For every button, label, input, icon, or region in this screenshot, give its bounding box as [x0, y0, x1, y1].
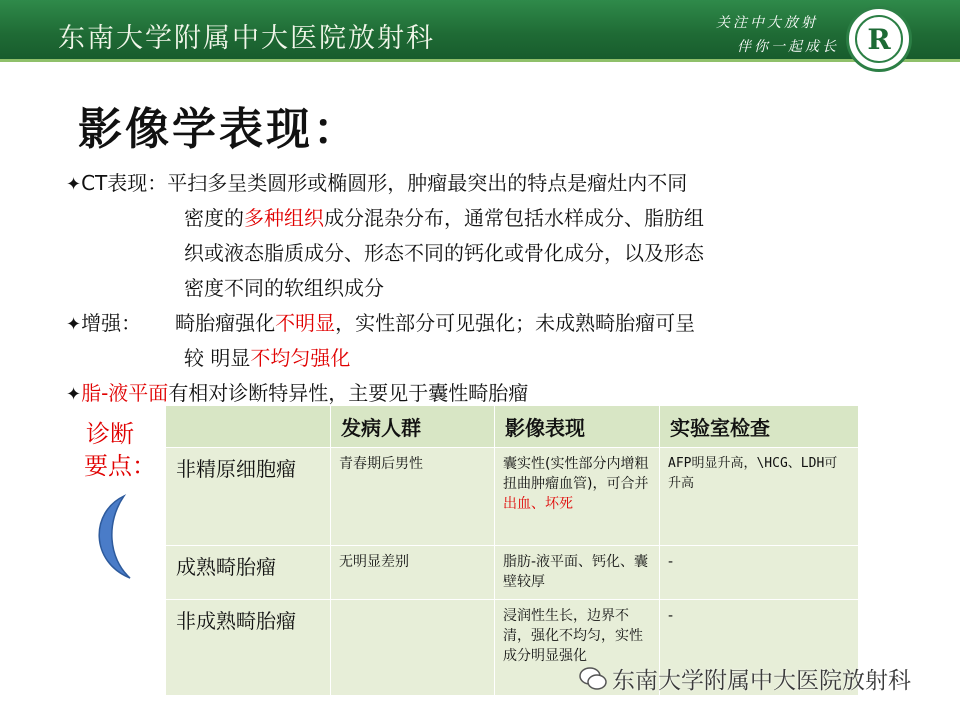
header-cell-blank: [166, 406, 331, 448]
hospital-radiology-logo-icon: R: [846, 6, 912, 72]
enhance-text-2a: 较 明显: [184, 346, 251, 370]
header-cell-imaging: 影像表现: [495, 406, 660, 448]
header-stripe: [0, 59, 960, 62]
ct-text-2a: 密度的: [184, 206, 244, 230]
diagnosis-table: [165, 405, 859, 696]
wechat-icon: [578, 664, 608, 694]
lab-cell: -: [660, 546, 859, 600]
tumor-name-cell: 非成熟畸胎瘤: [166, 600, 331, 696]
enhance-label: 增强：: [81, 311, 142, 335]
enhance-highlight-2: 不均匀强化: [250, 346, 351, 370]
population-cell: [331, 600, 495, 696]
bullet-ct-line-2: [184, 202, 704, 231]
diagnosis-label-line-2: 要点：: [84, 452, 156, 480]
page-title: 影像学表现：: [78, 104, 360, 155]
diagnosis-label: [84, 418, 156, 482]
enhance-text-1a: 畸胎瘤强化: [175, 311, 276, 335]
ct-text-1: 平扫多呈类圆形或椭圆形，肿瘤最突出的特点是瘤灶内不同: [167, 171, 688, 195]
imaging-highlight: 出血、坏死: [503, 496, 573, 512]
population-cell: 青春期后男性: [331, 448, 495, 546]
table-header-row: [166, 406, 859, 448]
watermark-label: 东南大学附属中大医院放射科: [612, 668, 911, 694]
header-bar: [0, 0, 960, 62]
diagnosis-label-line-1: 诊断: [86, 420, 134, 448]
slogan-line-2: 伴你一起成长: [737, 39, 839, 55]
fat-fluid-highlight: 脂-液平面: [81, 381, 169, 405]
bullet-fat-fluid: [66, 377, 528, 406]
star-bullet-icon: ✦: [66, 384, 82, 405]
lab-cell: -: [660, 600, 859, 696]
imaging-cell: 脂肪-液平面、钙化、囊壁较厚: [495, 546, 660, 600]
slogan-line-1: 关注中大放射: [716, 15, 818, 31]
imaging-cell: 囊实性(实性部分内增粗扭曲肿瘤血管)，可合并出血、坏死: [495, 448, 660, 546]
bullet-ct-line-1: [66, 167, 687, 196]
header-cell-lab: 实验室检查: [660, 406, 859, 448]
fat-fluid-text: 有相对诊断特异性，主要见于囊性畸胎瘤: [168, 381, 529, 405]
population-cell: 无明显差别: [331, 546, 495, 600]
bullet-ct-line-3: 织或液态脂质成分、形态不同的钙化或骨化成分，以及形态: [184, 241, 704, 265]
table-row: [166, 546, 859, 600]
bullet-enhance-line-1: [66, 307, 695, 336]
imaging-cell: 浸润性生长，边界不清，强化不均匀，实性成分明显强化: [495, 600, 660, 696]
tumor-name-cell: 成熟畸胎瘤: [166, 546, 331, 600]
table-row: [166, 448, 859, 546]
bullet-ct-line-4: 密度不同的软组织成分: [184, 276, 384, 300]
star-bullet-icon: ✦: [66, 174, 82, 195]
lab-cell: AFP明显升高，\HCG、LDH可升高: [660, 448, 859, 546]
curved-arrow-icon: [90, 492, 140, 582]
org-title: 东南大学附属中大医院放射科: [58, 23, 435, 54]
ct-label: CT表现：: [81, 171, 168, 195]
ct-highlight-tissues: 多种组织: [244, 206, 324, 230]
enhance-text-1b: ，实性部分可见强化；未成熟畸胎瘤可呈: [335, 311, 696, 335]
bullet-enhance-line-2: [184, 342, 350, 371]
enhance-highlight-1: 不明显: [275, 311, 336, 335]
ct-text-2b: 成分混杂分布，通常包括水样成分、脂肪组: [324, 206, 704, 230]
header-cell-population: 发病人群: [331, 406, 495, 448]
tumor-name-cell: 非精原细胞瘤: [166, 448, 331, 546]
star-bullet-icon: ✦: [66, 314, 82, 335]
watermark-text: [612, 662, 911, 695]
